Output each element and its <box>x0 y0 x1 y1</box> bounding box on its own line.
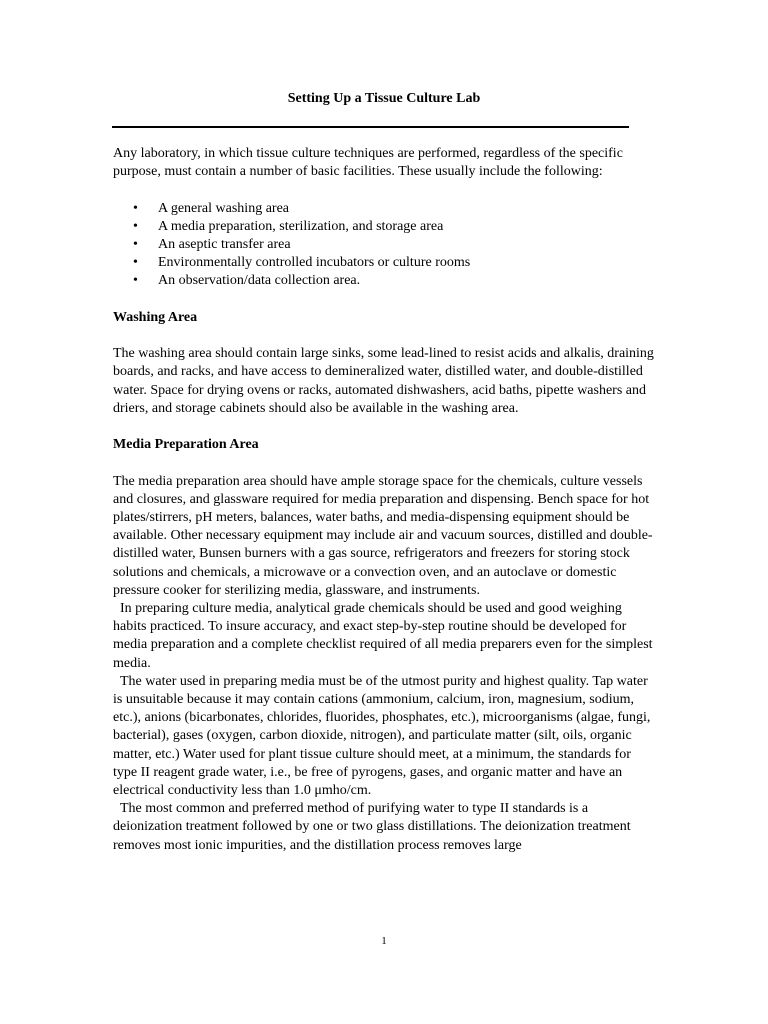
spacer <box>113 454 658 472</box>
intro-paragraph: Any laboratory, in which tissue culture techniques are performed, regardless of the specific purpose, must contain a number of basic facilities. These usually include the following: <box>113 146 623 180</box>
spacer <box>113 181 658 199</box>
spacer <box>113 291 658 309</box>
list-item <box>113 254 658 272</box>
list-item <box>113 200 658 218</box>
list-item <box>113 218 658 236</box>
title-divider <box>112 126 629 128</box>
list-item-text: An observation/data collection area. <box>158 273 361 289</box>
bullet-icon: • <box>133 255 138 271</box>
bullet-icon: • <box>133 200 138 216</box>
list-item <box>113 272 658 290</box>
bullet-icon: • <box>133 237 138 252</box>
list-item <box>113 236 658 254</box>
document-body <box>113 145 658 855</box>
media-paragraph-3: The water used in preparing media must be of the utmost purity and highest quality. Tap water is unsuitable because it may contain cations (ammonium, calcium, iron, magnesium, sodium, etc.), anions (bicarbonates, chlorides, fluorides, phosphates, etc.), microorganisms (algae, fungi, bacterial), gases (oxygen, carbon dioxide, nitrogen), and particulate matter (silt, oils, organic matter, etc.) Water used for plant tissue culture should meet, at a minimum, the standards for type II reagent grade water, i.e., be free of pyrogens, gases, and organic matter and have an electrical conductivity less than 1.0 μmho/cm. <box>113 673 651 799</box>
washing-area-heading: Washing Area <box>113 309 198 325</box>
list-item-text: Environmentally controlled incubators or culture rooms <box>158 255 471 271</box>
list-item-text: An aseptic transfer area <box>158 237 291 252</box>
media-preparation-heading: Media Preparation Area <box>113 437 259 453</box>
media-paragraph-4: The most common and preferred method of purifying water to type II standards is a deionization treatment followed by one or two glass distillations. The deionization treatment removes most ionic impurities, and the distillation process removes large <box>113 801 631 853</box>
facilities-list <box>113 200 658 291</box>
media-paragraph-1: The media preparation area should have ample storage space for the chemicals, culture vessels and closures, and glassware required for media preparation and dispensing. Bench space for hot plates/stirrers, pH meters, balances, water baths, and media-dispensing equipment should be available. Other necessary equipment may include air and vacuum sources, distilled and double-distilled water, Bunsen burners with a gas source, refrigerators and freezers for storing stock solutions and chemicals, a microwave or a convection oven, and an autoclave or domestic pressure cooker for sterilizing media, glassware, and instruments. <box>113 473 653 598</box>
spacer <box>113 327 658 345</box>
bullet-icon: • <box>133 273 138 289</box>
bullet-icon: • <box>133 218 138 234</box>
spacer <box>113 418 658 436</box>
list-item-text: A media preparation, sterilization, and storage area <box>158 218 444 234</box>
media-paragraph-2: In preparing culture media, analytical grade chemicals should be used and good weighing habits practiced. To insure accuracy, and exact step-by-step routine should be developed for media preparation and a complete checklist required of all media preparers even for the simplest media. <box>113 601 653 671</box>
page-title: Setting Up a Tissue Culture Lab <box>287 91 481 106</box>
washing-area-paragraph: The washing area should contain large sinks, some lead-lined to resist acids and alkalis, draining boards, and racks, and have access to demineralized water, distilled water, and double-distilled water. Space for drying ovens or racks, automated dishwashers, acid baths, pipette washers and driers, and storage cabinets should also be available in the washing area. <box>113 346 654 416</box>
list-item-text: A general washing area <box>158 200 289 216</box>
page-number: 1 <box>381 935 387 947</box>
